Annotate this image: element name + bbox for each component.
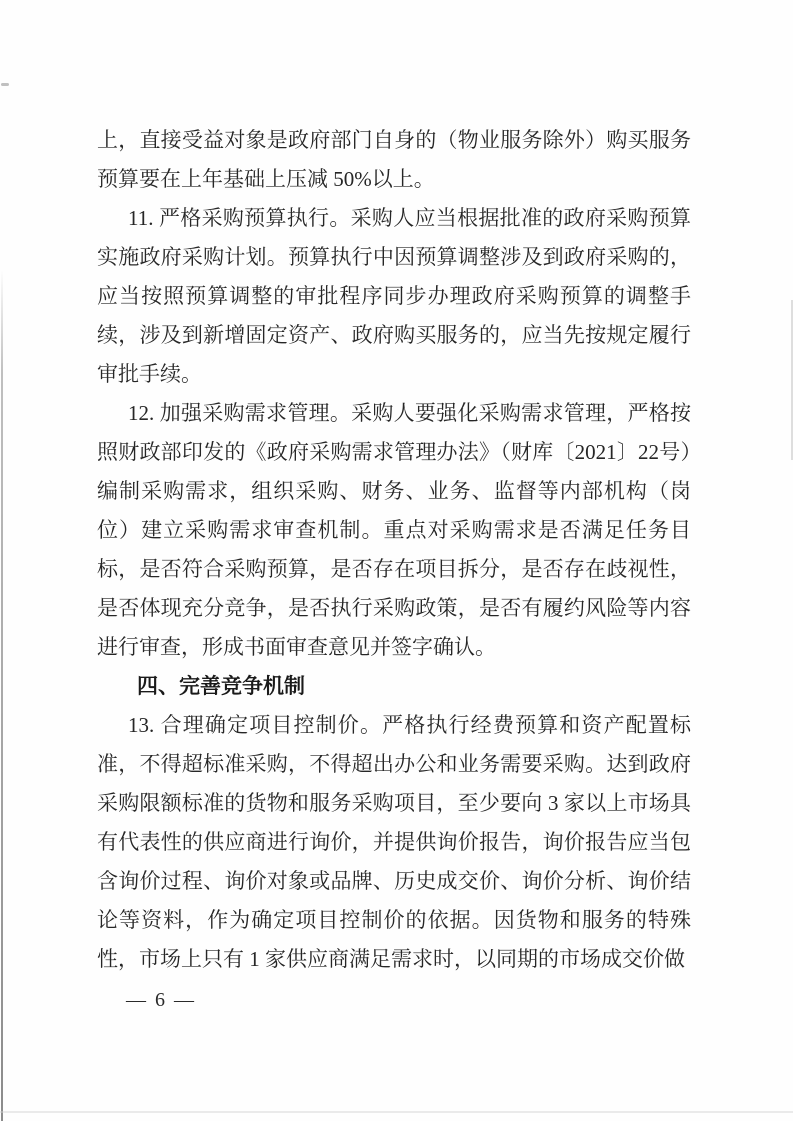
- paragraph-item-12: 12. 加强采购需求管理。采购人要强化采购需求管理，严格按照财政部印发的《政府采购需求管理办法》（财库〔2021〕22号）编制采购需求，组织采购、财务、业务、监督等内部机构（岗位）建立采购需求审查机制。重点对采购需求是否满足任务目标，是否符合采购预算，是否存在项目拆分，是否存在歧视性，是否体现充分竞争，是否执行采购政策，是否有履约风险等内容进行审查，形成书面审查意见并签字确认。: [97, 401, 691, 659]
- page-number: — 6 —: [126, 989, 196, 1011]
- scan-edge-bottom: [0, 1111, 793, 1113]
- section-heading-improve-competition: 四、完善竞争机制: [137, 675, 305, 698]
- paragraph-item-13: 13. 合理确定项目控制价。严格执行经费预算和资产配置标准，不得超标准采购，不得超出办公和业务需要采购。达到政府采购限额标准的货物和服务采购项目，至少要向 3 家以上市场具有代表性的供应商进行询价，并提供询价报告，询价报告应当包含询价过程、询价对象或品牌、历史成交价、询价分析、询价结论等资料，作为确定项目控制价的依据。因货物和服务的特殊性，市场上只有 1 家供应商满足需求时，以同期的市场成交价做: [97, 713, 691, 971]
- paragraph-item-11: 11. 严格采购预算执行。采购人应当根据批准的政府采购预算实施政府采购计划。预算执行中因预算调整涉及到政府采购的，应当按照预算调整的审批程序同步办理政府采购预算的调整手续，涉及到新增固定资产、政府购买服务的，应当先按规定履行审批手续。: [97, 206, 691, 386]
- paragraph-continuation: 上，直接受益对象是政府部门自身的（物业服务除外）购买服务预算要在上年基础上压减 50%以上。: [97, 128, 691, 191]
- scan-artifact-speck: [1, 83, 9, 86]
- scan-edge-left: [1, 270, 3, 1121]
- document-body: [97, 121, 691, 1021]
